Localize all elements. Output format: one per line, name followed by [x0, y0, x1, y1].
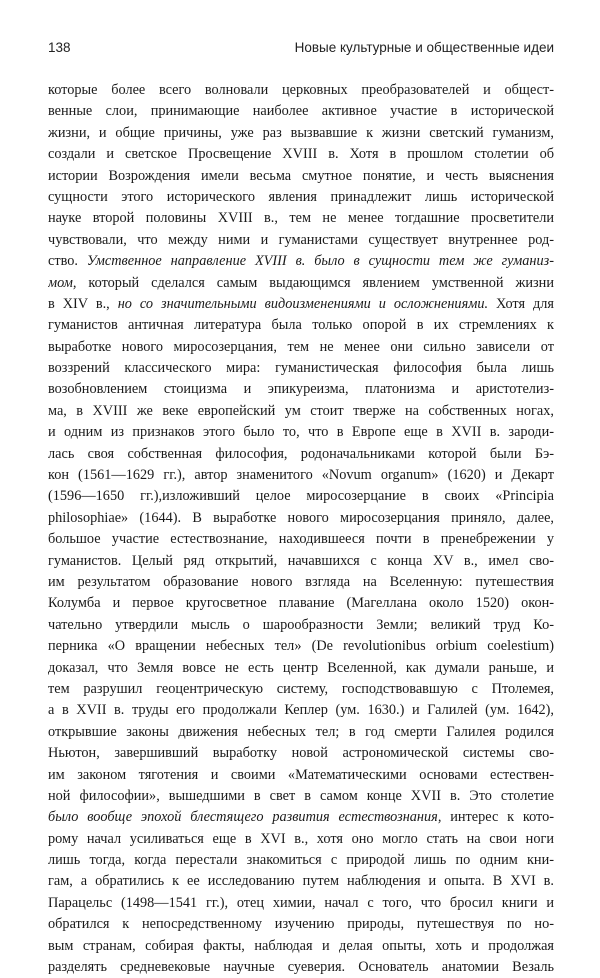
text-run: Парацельс (1498—1541 гг.), отец химии, начал с того, что бросил книги и — [48, 894, 554, 911]
text-run: создали и светское Просвещение XVIII в. Хотя в прошлом столетии об — [48, 146, 554, 163]
text-run: гам, а обратились к ее исследованию путем наблюдения и опыта. В XVI в. — [48, 873, 554, 890]
text-run: который сделался самым выдающимся явлением умственной жизни — [76, 274, 554, 291]
page-number: 138 — [48, 40, 71, 55]
text-line — [48, 508, 554, 529]
text-run: чувствовали, что между ними и гуманистами существует внутреннее род- — [48, 231, 554, 248]
text-line — [48, 315, 554, 336]
text-run: тем разрушил геоцентрическую систему, господствовавшую с Птолемея, — [48, 680, 554, 697]
text-line — [48, 807, 554, 828]
text-run: которые более всего волновали церковных преобразователей и общест- — [48, 82, 554, 98]
text-run: им результатом образование нового взгляда на Вселенную: путешествия — [48, 573, 554, 590]
text-line — [48, 166, 554, 187]
text-run: гуманистов. Целый ряд открытий, начавшихся с конца XV в., имел сво- — [48, 552, 554, 569]
italic-text: но со значительными видоизменениями и осложнениями. — [117, 295, 489, 312]
text-run: (1596—1650 гг.),изложивший целое миросозерцание в своих «Principia — [48, 488, 554, 505]
text-line — [48, 294, 554, 315]
text-run: науке второй половины XVIII в., тем не менее тогдашние просветители — [48, 210, 554, 227]
text-line — [48, 786, 554, 807]
text-run: в XIV в., — [48, 295, 118, 312]
text-line — [48, 615, 554, 636]
text-line — [48, 722, 554, 743]
text-line — [48, 765, 554, 786]
text-run: сущности этого исторического явления принадлежит лишь исторической — [48, 188, 554, 205]
text-run: кон (1561—1629 гг.), автор знаменитого «Novum organum» (1620) и Декарт — [48, 467, 554, 484]
italic-text: мом, — [48, 274, 77, 291]
italic-text: было вообще эпохой блестящего развития естествознания, — [48, 809, 442, 826]
text-line — [48, 273, 554, 294]
text-line — [48, 636, 554, 657]
text-run: большое участие естествознание, находившееся почти в пренебрежении у — [48, 531, 554, 548]
text-line — [48, 144, 554, 165]
text-line — [48, 401, 554, 422]
text-line — [48, 444, 554, 465]
text-run: разделять средневековые научные суеверия. Основатель анатомии Везаль — [48, 959, 554, 976]
text-line — [48, 529, 554, 550]
text-run: Ньютон, завершивший выработку новой астрономической системы сво- — [48, 745, 554, 762]
text-line — [48, 914, 554, 935]
text-line — [48, 486, 554, 507]
text-run: им законом тяготения и своими «Математическими основами естествен- — [48, 766, 554, 783]
text-run: открывшие законы движения небесных тел; в год смерти Галилея родился — [48, 723, 554, 740]
text-run: Колумба и первое кругосветное плавание (Магеллана около 1520) окон- — [48, 595, 554, 612]
text-run: Хотя для — [488, 295, 554, 312]
text-line — [48, 358, 554, 379]
text-line — [48, 850, 554, 871]
running-title: Новые культурные и общественные идеи — [294, 40, 554, 55]
page-header — [48, 40, 554, 60]
text-run: интерес к кото- — [441, 809, 554, 826]
text-run: ной философии», вышедшими в свет в самом конце XVII в. Это столетие — [48, 787, 554, 804]
text-line — [48, 80, 554, 101]
text-line — [48, 700, 554, 721]
text-line — [48, 379, 554, 400]
text-run: доказал, что Земля вовсе не есть центр Вселенной, как думали раньше, и — [48, 659, 554, 676]
text-run: чательно утвердили мысль о шарообразности Земли; великий труд Ко- — [48, 616, 554, 633]
text-line — [48, 465, 554, 486]
text-run: лишь тогда, когда перестали знакомиться с природой лишь по одним кни- — [48, 852, 554, 869]
text-run: венные слои, принимающие наиболее активное участие в исторической — [48, 103, 554, 120]
text-run: жизни, и общие причины, уже раз вызвавшие к жизни светский гуманизм, — [48, 124, 554, 141]
text-line — [48, 422, 554, 443]
text-run: истории Возрождения имели весьма смутное понятие, и честь выяснения — [48, 167, 554, 184]
text-run: перника «О вращении небесных тел» (De revolutionibus orbium coelestium) — [48, 638, 554, 655]
text-run: гуманистов античная литература была только опорой в их стремлениях к — [48, 317, 554, 334]
body-text — [48, 80, 554, 978]
text-line — [48, 957, 554, 978]
text-run: philosophiae» (1644). В выработке нового миросозерцания приняло, далее, — [48, 509, 554, 526]
text-run: возобновлением стоицизма и эпикуреизма, платонизма и аристотелиз- — [48, 381, 554, 398]
text-line — [48, 829, 554, 850]
text-line — [48, 208, 554, 229]
text-line — [48, 551, 554, 572]
text-line — [48, 593, 554, 614]
text-run: и одним из признаков этого было то, что в Европе еще в XVII в. зароди- — [48, 424, 554, 441]
text-run: воззрений классического мира: гуманистическая философия была лишь — [48, 360, 554, 377]
italic-text: Умственное направление XVIII в. было в сущности тем же гуманиз- — [86, 253, 554, 270]
text-run: а в XVII в. труды его продолжали Кеплер (ум. 1630.) и Галилей (ум. 1642), — [48, 702, 554, 719]
text-line — [48, 658, 554, 679]
text-run: выработке нового миросозерцания, тем не менее они сильно зависели от — [48, 338, 554, 355]
text-line — [48, 251, 554, 272]
text-run: ма, в XVIII же веке европейский ум стоит тверже на собственных ногах, — [48, 402, 554, 419]
text-line — [48, 936, 554, 957]
text-run: вым странам, собирая факты, наблюдая и делая опыты, хоть и продолжая — [48, 937, 554, 954]
text-line — [48, 743, 554, 764]
text-run: ство. — [48, 253, 87, 270]
text-line — [48, 187, 554, 208]
text-line — [48, 679, 554, 700]
text-run: обратился к непосредственному изучению природы, путешествуя по но- — [48, 916, 554, 933]
text-line — [48, 572, 554, 593]
text-run: рому начал усиливаться еще в XVI в., хотя оно могло стать на свои ноги — [48, 830, 554, 847]
text-line — [48, 230, 554, 251]
text-run: лась своя собственная философия, родоначальниками которой были Бэ- — [48, 445, 554, 462]
text-line — [48, 123, 554, 144]
text-line — [48, 893, 554, 914]
text-line — [48, 337, 554, 358]
text-line — [48, 101, 554, 122]
